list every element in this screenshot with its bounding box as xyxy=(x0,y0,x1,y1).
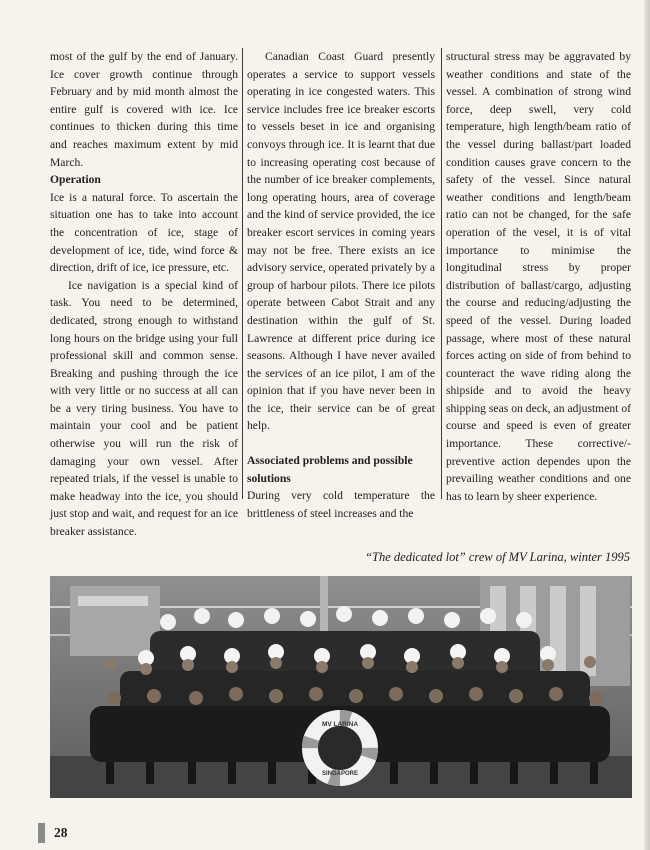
column-divider xyxy=(441,48,442,499)
page-number: 28 xyxy=(54,825,68,840)
paragraph: Ice is a natural force. To ascertain the situation one has to take into account the concentration of ice, stage of development of ice, tide, wind force & direction, drift of ice, ice pressure, etc. xyxy=(50,190,238,275)
page-number-bar xyxy=(38,823,45,843)
text-column-1 xyxy=(50,48,238,541)
paragraph: Canadian Coast Guard presently operates a service to support vessels operating in ice congested waters. This service includes free ice breaker escorts to vessels beset in ice and organising convoys through ice. It is learnt that due to increasing operating cost because of the number of ice breaker complements, long operating hours, area of coverage and the kind of service provided, the ice breaker escort services in coming years may not be free. There exists an ice advisory service, operated privately by a group of harbour pilots. There ice pilots operate between Cabot Strait and any destination within the gulf of St. Lawrence at different price during ice seasons. Although I have never availed the services of an ice pilot, I am of the opinion that if you have never been in the ice, their service can be of great help. xyxy=(247,50,436,433)
section-heading-operation: Operation xyxy=(50,173,101,187)
paragraph: most of the gulf by the end of January. Ice cover growth continue through February and by mid month almost the entire gulf is covered with ice. Ice continues to thicken during this time and reaches maximum extent by mid March. xyxy=(50,50,238,169)
crew-photo xyxy=(50,576,632,798)
svg-text:SINGAPORE: SINGAPORE xyxy=(321,771,359,777)
paragraph: Ice navigation is a special kind of task. You need to be determined, dedicated, strong enough to withstand long hours on the bridge using your full professional skill and common sense. Breaking and pushing through the ice with very little or no success at all can be a very tiring business. You have to maintain your cool and be patient otherwise you will run the risk of damaging your own vessel. After repeated trials, if the vessel is unable to make headway into the ice, you should just stop and wait, and request for an ice breaker assistance. xyxy=(50,278,238,539)
svg-text:MV LARINA: MV LARINA xyxy=(321,721,359,728)
text-column-3 xyxy=(446,48,631,505)
paragraph: structural stress may be aggravated by weather conditions and state of the vessel. A combination of strong wind force, deep swell, very cold temperature, high length/beam ratio of the vessel during ballast/part loaded condition causes grave concern to the safety of the vessel. Since natural weather conditions and length/beam ratio can not be changed, for the safe operation of the vesel, it is of vital importance to minimise the longitudinal stress by proper distribution of ballast/cargo, adjusting the course and reducing/adjusting the speed of the vessel. During loaded passage, where most of these natural forces acting on side of from behind to counteract the wave riding along the shipside and to avoid the heavy shipping seas on deck, an adjustment of course and speed is even of greater importance. These corrective/-preventive action dependes upon the prevailing weather conditions and one has to learn by sheer experience. xyxy=(446,50,631,503)
column-divider xyxy=(242,48,243,499)
spacer xyxy=(247,435,435,452)
section-heading-problems: Associated problems and possible solutions xyxy=(247,454,413,485)
photo-caption: “The dedicated lot” crew of MV Larina, winter 1995 xyxy=(365,550,630,564)
paragraph: During very cold temperature the brittleness of steel increases and the xyxy=(247,489,435,520)
text-column-2 xyxy=(247,48,435,522)
lifebuoy-icon xyxy=(310,718,370,778)
page-edge xyxy=(644,0,650,850)
